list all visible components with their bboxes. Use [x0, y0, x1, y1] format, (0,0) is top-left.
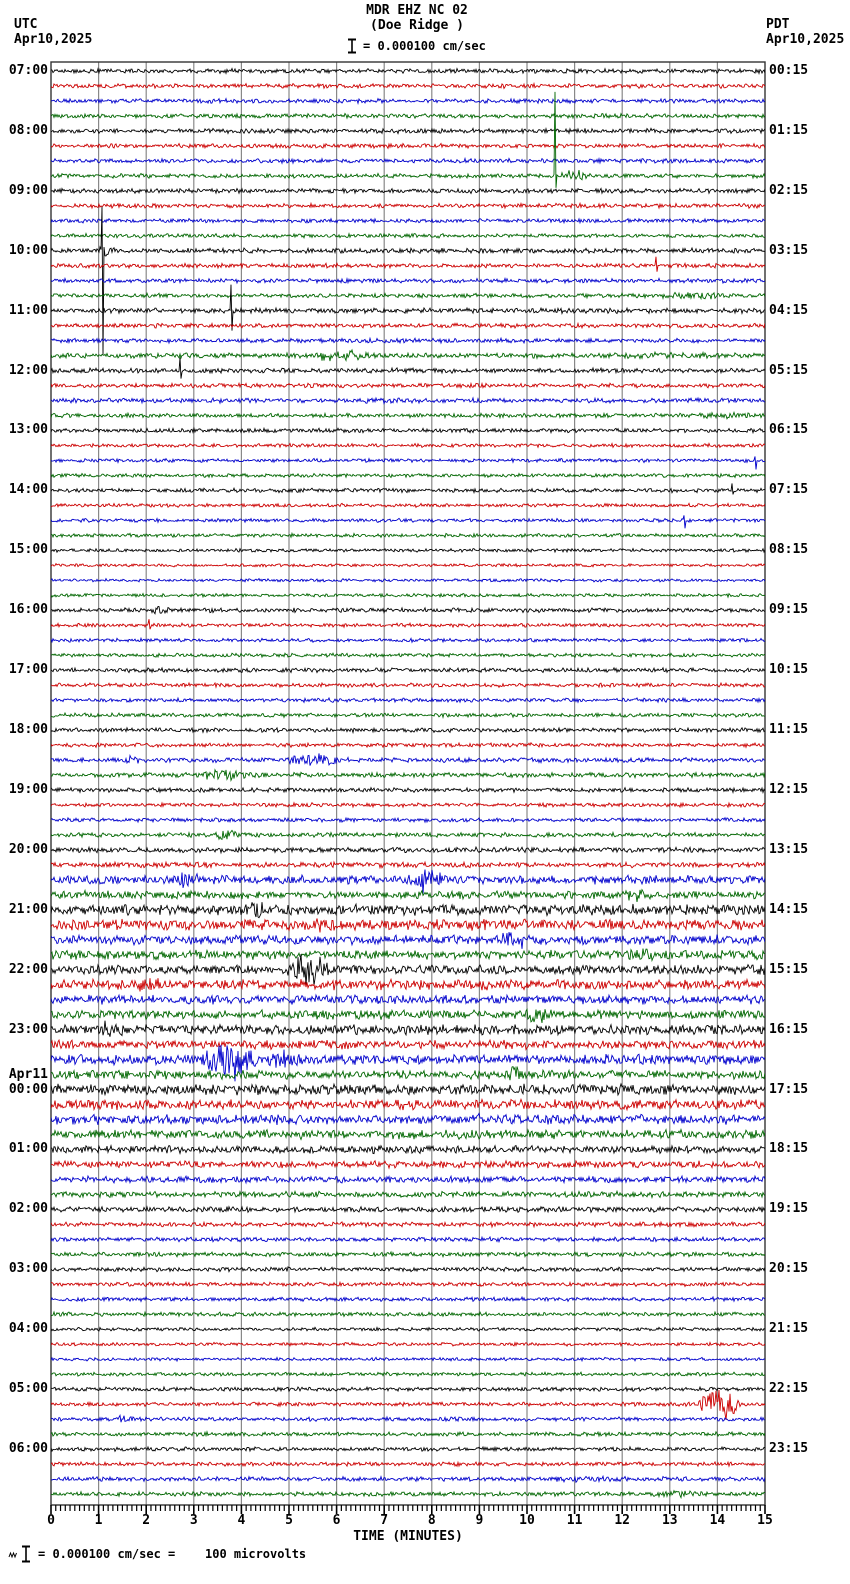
- seismogram-trace-row-40[interactable]: [51, 668, 765, 673]
- pdt-hour-label: 07:15: [769, 482, 809, 498]
- seismogram-trace-row-26[interactable]: [51, 456, 765, 469]
- pdt-hour-label: 22:15: [769, 1381, 809, 1397]
- seismogram-trace-row-39[interactable]: [51, 653, 765, 657]
- utc-hour-label: 05:00: [8, 1381, 48, 1397]
- seismogram-trace-row-10[interactable]: [51, 219, 765, 223]
- seismogram-trace-row-13[interactable]: [51, 257, 765, 272]
- pdt-hour-label: 19:15: [769, 1201, 809, 1217]
- pdt-hour-label: 11:15: [769, 722, 809, 738]
- seismogram-trace-row-41[interactable]: [51, 683, 765, 687]
- utc-hour-label: 11:00: [8, 302, 48, 318]
- seismogram-trace-row-63[interactable]: [51, 1009, 765, 1023]
- seismogram-trace-row-33[interactable]: [51, 564, 765, 567]
- x-axis-title: TIME (MINUTES): [353, 1529, 463, 1544]
- seismogram-trace-row-9[interactable]: [51, 203, 765, 208]
- utc-hour-label: 07:00: [8, 63, 48, 78]
- x-tick-label: 1: [94, 1513, 103, 1528]
- utc-hour-label: 20:00: [8, 841, 48, 857]
- utc-hour-label: 23:00: [8, 1021, 48, 1037]
- left-date-label: Apr10,2025: [14, 32, 93, 47]
- seismogram-trace-row-61[interactable]: [51, 978, 765, 991]
- seismogram-trace-row-42[interactable]: [51, 698, 765, 702]
- utc-hour-label: 18:00: [8, 722, 48, 738]
- seismogram-trace-row-19[interactable]: [51, 350, 765, 361]
- seismogram-trace-row-62[interactable]: [51, 995, 765, 1005]
- seismogram-trace-row-14[interactable]: [51, 278, 765, 283]
- seismogram-trace-row-89[interactable]: [51, 1390, 765, 1420]
- seismogram-trace-row-8[interactable]: [51, 189, 765, 194]
- seismogram-trace-row-29[interactable]: [51, 503, 765, 507]
- seismogram-trace-row-86[interactable]: [51, 1357, 765, 1361]
- seismogram-trace-row-88[interactable]: [51, 1387, 765, 1391]
- pdt-hour-label: 17:15: [769, 1081, 809, 1097]
- x-tick-label: 15: [757, 1513, 773, 1528]
- utc-hour-label: 17:00: [8, 662, 48, 678]
- x-tick-label: 10: [519, 1513, 535, 1528]
- seismogram-trace-row-43[interactable]: [51, 713, 765, 717]
- seismogram-trace-row-1[interactable]: [51, 84, 765, 89]
- seismogram-trace-row-46[interactable]: [51, 753, 765, 765]
- seismogram-trace-row-54[interactable]: [51, 870, 765, 894]
- seismogram-trace-row-2[interactable]: [51, 99, 765, 104]
- utc-hour-label: 01:00: [8, 1141, 48, 1157]
- seismogram-trace-row-37[interactable]: [51, 619, 765, 629]
- seismogram-trace-row-92[interactable]: [51, 1447, 765, 1451]
- x-tick-label: 7: [380, 1513, 389, 1528]
- seismogram-trace-row-44[interactable]: [51, 728, 765, 733]
- seismogram-trace-row-6[interactable]: [51, 159, 765, 164]
- seismogram-trace-row-47[interactable]: [51, 770, 765, 781]
- seismogram-trace-row-91[interactable]: [51, 1432, 765, 1437]
- footer-scale-value: 100 microvolts: [205, 1547, 307, 1561]
- x-tick-label: 13: [661, 1513, 678, 1528]
- utc-hour-label: 22:00: [8, 961, 48, 977]
- pdt-hour-label: 14:15: [769, 901, 809, 917]
- utc-hour-label: 15:00: [8, 542, 48, 558]
- pdt-hour-label: 09:15: [769, 602, 809, 618]
- seismogram-trace-row-73[interactable]: [51, 1161, 765, 1168]
- seismogram-trace-row-72[interactable]: [51, 1146, 765, 1154]
- seismogram-trace-row-67[interactable]: [51, 1067, 765, 1081]
- seismogram-trace-row-55[interactable]: [51, 890, 765, 902]
- seismogram-trace-row-27[interactable]: [51, 474, 765, 478]
- utc-hour-label: 14:00: [8, 482, 48, 498]
- seismogram-trace-row-4[interactable]: [51, 128, 765, 133]
- seismogram-trace-row-11[interactable]: [51, 234, 765, 239]
- pdt-hour-label: 20:15: [769, 1261, 809, 1277]
- station-title: MDR EHZ NC 02: [366, 3, 468, 18]
- x-tick-label: 0: [47, 1513, 55, 1528]
- seismogram-trace-row-64[interactable]: [51, 1021, 765, 1037]
- seismogram-trace-row-65[interactable]: [51, 1040, 765, 1050]
- x-tick-label: 6: [332, 1513, 341, 1528]
- seismogram-trace-row-28[interactable]: [51, 483, 765, 494]
- utc-hour-label: 13:00: [8, 422, 48, 438]
- seismogram-trace-row-95[interactable]: [51, 1491, 765, 1498]
- seismogram-trace-row-50[interactable]: [51, 818, 765, 822]
- utc-date-rollover-label: Apr11: [8, 1066, 48, 1082]
- seismogram-trace-row-76[interactable]: [51, 1207, 765, 1213]
- seismogram-trace-row-69[interactable]: [51, 1099, 765, 1110]
- seismogram-trace-row-31[interactable]: [51, 533, 765, 537]
- seismogram-trace-row-20[interactable]: [51, 358, 765, 379]
- seismogram-trace-row-24[interactable]: [51, 428, 765, 432]
- seismogram-trace-row-75[interactable]: [51, 1191, 765, 1197]
- x-tick-label: 14: [709, 1513, 726, 1528]
- seismogram-trace-row-94[interactable]: [51, 1476, 765, 1482]
- x-tick-label: 4: [237, 1513, 246, 1528]
- seismogram-trace-row-22[interactable]: [51, 398, 765, 403]
- seismogram-trace-row-38[interactable]: [51, 638, 765, 642]
- utc-hour-label: 12:00: [8, 362, 48, 378]
- seismogram-trace-row-77[interactable]: [51, 1222, 765, 1227]
- pdt-hour-label: 12:15: [769, 781, 809, 797]
- squiggle-icon: [8, 1551, 18, 1559]
- seismogram-trace-row-90[interactable]: [51, 1415, 765, 1422]
- seismogram-trace-row-87[interactable]: [51, 1372, 765, 1376]
- pdt-hour-label: 16:15: [769, 1021, 809, 1037]
- pdt-hour-label: 06:15: [769, 422, 809, 438]
- seismogram-trace-row-53[interactable]: [51, 862, 765, 868]
- seismogram-trace-row-80[interactable]: [51, 1267, 765, 1272]
- seismogram-trace-row-58[interactable]: [51, 932, 765, 949]
- seismogram-trace-row-81[interactable]: [51, 1282, 765, 1286]
- right-timezone-label: PDT: [766, 17, 790, 32]
- utc-hour-label: 10:00: [8, 242, 48, 258]
- utc-hour-label: 19:00: [8, 781, 48, 797]
- pdt-hour-label: 04:15: [769, 302, 809, 318]
- seismogram-trace-row-23[interactable]: [51, 412, 765, 418]
- x-tick-label: 2: [142, 1513, 151, 1528]
- pdt-hour-label: 23:15: [769, 1441, 809, 1457]
- seismogram-trace-row-17[interactable]: [51, 323, 765, 328]
- seismogram-trace-row-7[interactable]: [51, 92, 765, 188]
- x-tick-label: 8: [427, 1513, 436, 1528]
- seismogram-trace-row-85[interactable]: [51, 1342, 765, 1346]
- seismogram-trace-row-35[interactable]: [51, 594, 765, 598]
- utc-hour-label: 09:00: [8, 182, 48, 198]
- utc-hour-label: 16:00: [8, 602, 48, 618]
- seismogram-trace-row-84[interactable]: [51, 1327, 765, 1331]
- seismogram-trace-row-74[interactable]: [51, 1176, 765, 1183]
- seismogram-trace-row-49[interactable]: [51, 803, 765, 808]
- x-tick-label: 9: [475, 1513, 484, 1528]
- pdt-hour-label: 21:15: [769, 1321, 809, 1337]
- utc-hour-label: 03:00: [8, 1261, 48, 1277]
- plot-border: [51, 62, 765, 1505]
- pdt-hour-label: 05:15: [769, 362, 809, 378]
- seismogram-trace-row-30[interactable]: [51, 515, 765, 528]
- seismogram-trace-row-34[interactable]: [51, 579, 765, 582]
- left-timezone-label: UTC: [14, 17, 38, 32]
- pdt-hour-label: 08:15: [769, 542, 809, 558]
- utc-hour-label: 04:00: [8, 1321, 48, 1337]
- station-subtitle: (Doe Ridge ): [370, 18, 464, 33]
- utc-hour-label: 00:00: [8, 1081, 48, 1097]
- utc-hour-label: 02:00: [8, 1201, 48, 1217]
- seismogram-trace-row-32[interactable]: [51, 549, 765, 553]
- seismogram-trace-row-83[interactable]: [51, 1312, 765, 1316]
- seismogram-trace-row-36[interactable]: [51, 607, 765, 614]
- pdt-hour-label: 10:15: [769, 662, 809, 678]
- x-tick-label: 11: [566, 1513, 583, 1528]
- seismogram-trace-row-25[interactable]: [51, 444, 765, 448]
- utc-hour-label: 06:00: [8, 1441, 48, 1457]
- seismogram-trace-row-0[interactable]: [51, 69, 765, 74]
- seismogram-trace-row-93[interactable]: [51, 1462, 765, 1466]
- seismogram-trace-row-18[interactable]: [51, 338, 765, 343]
- x-tick-label: 3: [189, 1513, 198, 1528]
- pdt-hour-label: 13:15: [769, 841, 809, 857]
- utc-hour-label: 08:00: [8, 122, 48, 138]
- footer-ibeam-icon: [21, 1545, 31, 1563]
- seismogram-trace-row-48[interactable]: [51, 788, 765, 793]
- seismogram-trace-row-56[interactable]: [51, 902, 765, 918]
- pdt-hour-label: 18:15: [769, 1141, 809, 1157]
- seismogram-trace-row-71[interactable]: [51, 1130, 765, 1140]
- seismogram-trace-row-68[interactable]: [51, 1084, 765, 1095]
- seismogram-trace-row-3[interactable]: [51, 114, 765, 119]
- seismogram-trace-row-57[interactable]: [51, 919, 765, 933]
- seismogram-trace-row-78[interactable]: [51, 1237, 765, 1242]
- seismogram-trace-row-79[interactable]: [51, 1252, 765, 1257]
- seismogram-trace-row-82[interactable]: [51, 1297, 765, 1301]
- x-tick-label: 12: [614, 1513, 631, 1528]
- footer-scale-text: = 0.000100 cm/sec =: [38, 1547, 176, 1561]
- seismogram-trace-row-45[interactable]: [51, 743, 765, 748]
- right-date-label: Apr10,2025: [766, 32, 845, 47]
- seismogram-trace-row-70[interactable]: [51, 1113, 765, 1125]
- seismogram-trace-row-52[interactable]: [51, 847, 765, 853]
- pdt-hour-label: 01:15: [769, 122, 809, 138]
- scale-label: = 0.000100 cm/sec: [363, 39, 486, 53]
- seismogram-trace-row-59[interactable]: [51, 949, 765, 961]
- seismogram-trace-row-5[interactable]: [51, 144, 765, 149]
- seismogram-trace-row-15[interactable]: [51, 292, 765, 299]
- pdt-hour-label: 02:15: [769, 182, 809, 198]
- seismogram-trace-row-51[interactable]: [51, 830, 765, 839]
- utc-hour-label: 21:00: [8, 901, 48, 917]
- seismogram-trace-row-21[interactable]: [51, 383, 765, 388]
- pdt-hour-label: 00:15: [769, 63, 809, 78]
- x-tick-label: 5: [285, 1513, 293, 1528]
- pdt-hour-label: 15:15: [769, 961, 809, 977]
- pdt-hour-label: 03:15: [769, 242, 809, 258]
